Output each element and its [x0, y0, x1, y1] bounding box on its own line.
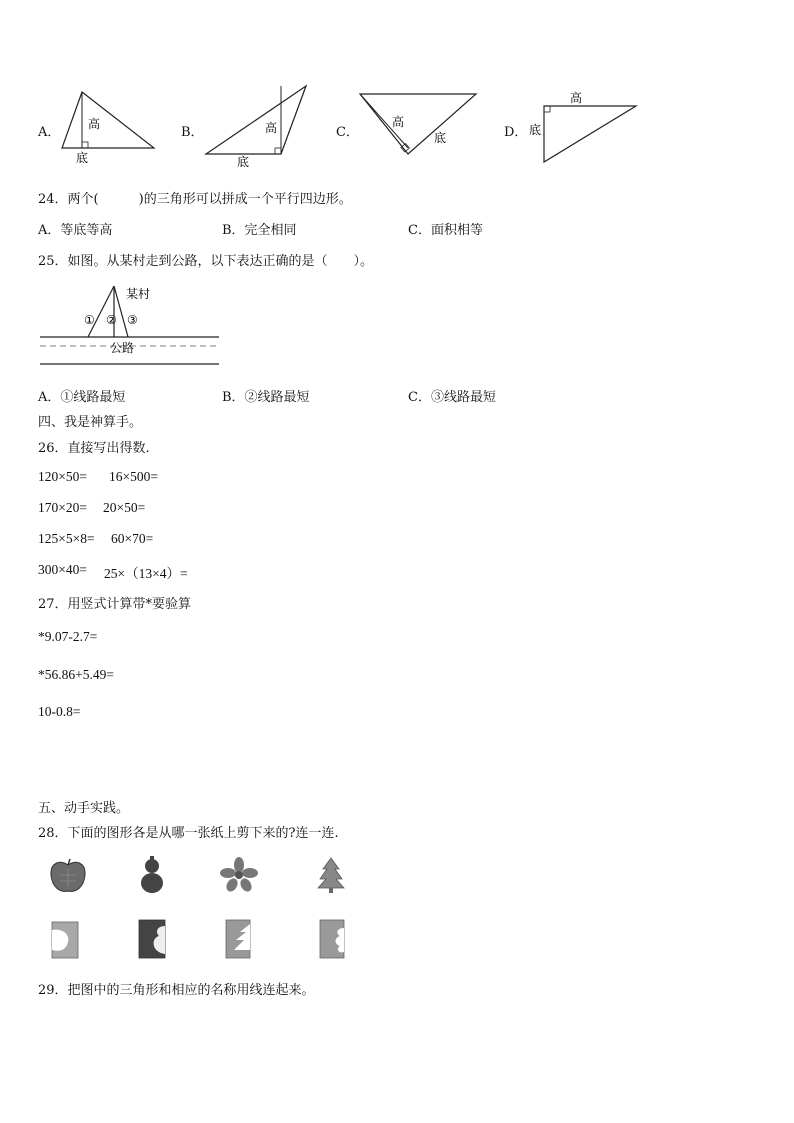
calc-item: 25×（13×4）=: [104, 566, 188, 581]
triangle-d-height-label: 高: [570, 91, 583, 105]
triangle-c-figure: [356, 88, 481, 163]
triangle-d-base-label: 底: [529, 123, 542, 137]
section-4-heading: 四、我是神算手。: [38, 415, 143, 430]
calc-item: 300×40=: [38, 562, 87, 577]
calc-item: 16×500=: [109, 469, 158, 484]
triangle-b-figure: [203, 82, 313, 172]
calc-item: 125×5×8=: [38, 531, 95, 546]
vertical-calc-item: 10-0.8=: [38, 704, 81, 719]
q29-stem: 29．把图中的三角形和相应的名称用线连起来。: [38, 983, 315, 998]
option-d-label: D．: [504, 125, 528, 140]
vertical-calc-item: *56.86+5.49=: [38, 667, 114, 682]
section-5-heading: 五、动手实践。: [38, 801, 130, 816]
q24-option-c[interactable]: C．面积相等: [408, 223, 483, 238]
q25-option-c[interactable]: C．③线路最短: [408, 390, 496, 405]
q24-stem-after: )的三角形可以拼成一个平行四边形。: [138, 192, 352, 207]
tree-icon[interactable]: [316, 856, 346, 894]
folded-paper-tree-icon[interactable]: [224, 918, 254, 960]
village-road-figure: [36, 282, 226, 372]
option-a-label: A．: [38, 125, 61, 140]
triangle-a-base-label: 底: [76, 151, 89, 165]
triangle-c-height-label: 高: [392, 115, 405, 129]
q27-stem: 27．用竖式计算带*要验算: [38, 597, 192, 612]
triangle-c-base-label: 底: [434, 131, 447, 145]
triangle-b-height-label: 高: [265, 121, 278, 135]
folded-paper-apple-icon[interactable]: [50, 920, 82, 960]
triangle-a-height-label: 高: [88, 117, 101, 131]
flower-icon[interactable]: [220, 857, 258, 893]
folded-paper-flower-icon[interactable]: [318, 918, 348, 960]
folded-paper-gourd-icon[interactable]: [137, 918, 169, 960]
q25-option-b[interactable]: B．②线路最短: [222, 390, 310, 405]
q26-stem: 26．直接写出得数.: [38, 441, 150, 456]
path-label-2: ②: [106, 313, 117, 327]
triangle-b-base-label: 底: [237, 155, 250, 169]
calc-item: 60×70=: [111, 531, 154, 546]
q25-stem: 25．如图。从某村走到公路，以下表达正确的是（ ）。: [38, 254, 374, 269]
vertical-calc-item: *9.07-2.7=: [38, 629, 98, 644]
path-label-1: ①: [84, 313, 95, 327]
q24-stem-before: 24．两个(: [38, 192, 99, 207]
q28-stem: 28．下面的图形各是从哪一张纸上剪下来的?连一连.: [38, 826, 339, 841]
option-b-label: B．: [181, 125, 204, 140]
option-c-label: C．: [336, 125, 359, 140]
calc-item: 20×50=: [103, 500, 146, 515]
triangle-a-figure: [60, 86, 160, 166]
q24-option-a[interactable]: A．等底等高: [38, 223, 113, 238]
apple-icon[interactable]: [48, 857, 88, 895]
road-label: 公路: [110, 341, 135, 355]
calc-item: 170×20=: [38, 500, 87, 515]
village-label: 某村: [126, 287, 151, 301]
path-label-3: ③: [127, 313, 138, 327]
calc-item: 120×50=: [38, 469, 87, 484]
gourd-icon[interactable]: [136, 854, 168, 896]
triangle-d-figure: [526, 88, 641, 168]
q24-option-b[interactable]: B．完全相同: [222, 223, 297, 238]
q24-stem: [38, 188, 352, 207]
q25-option-a[interactable]: A．①线路最短: [38, 390, 126, 405]
